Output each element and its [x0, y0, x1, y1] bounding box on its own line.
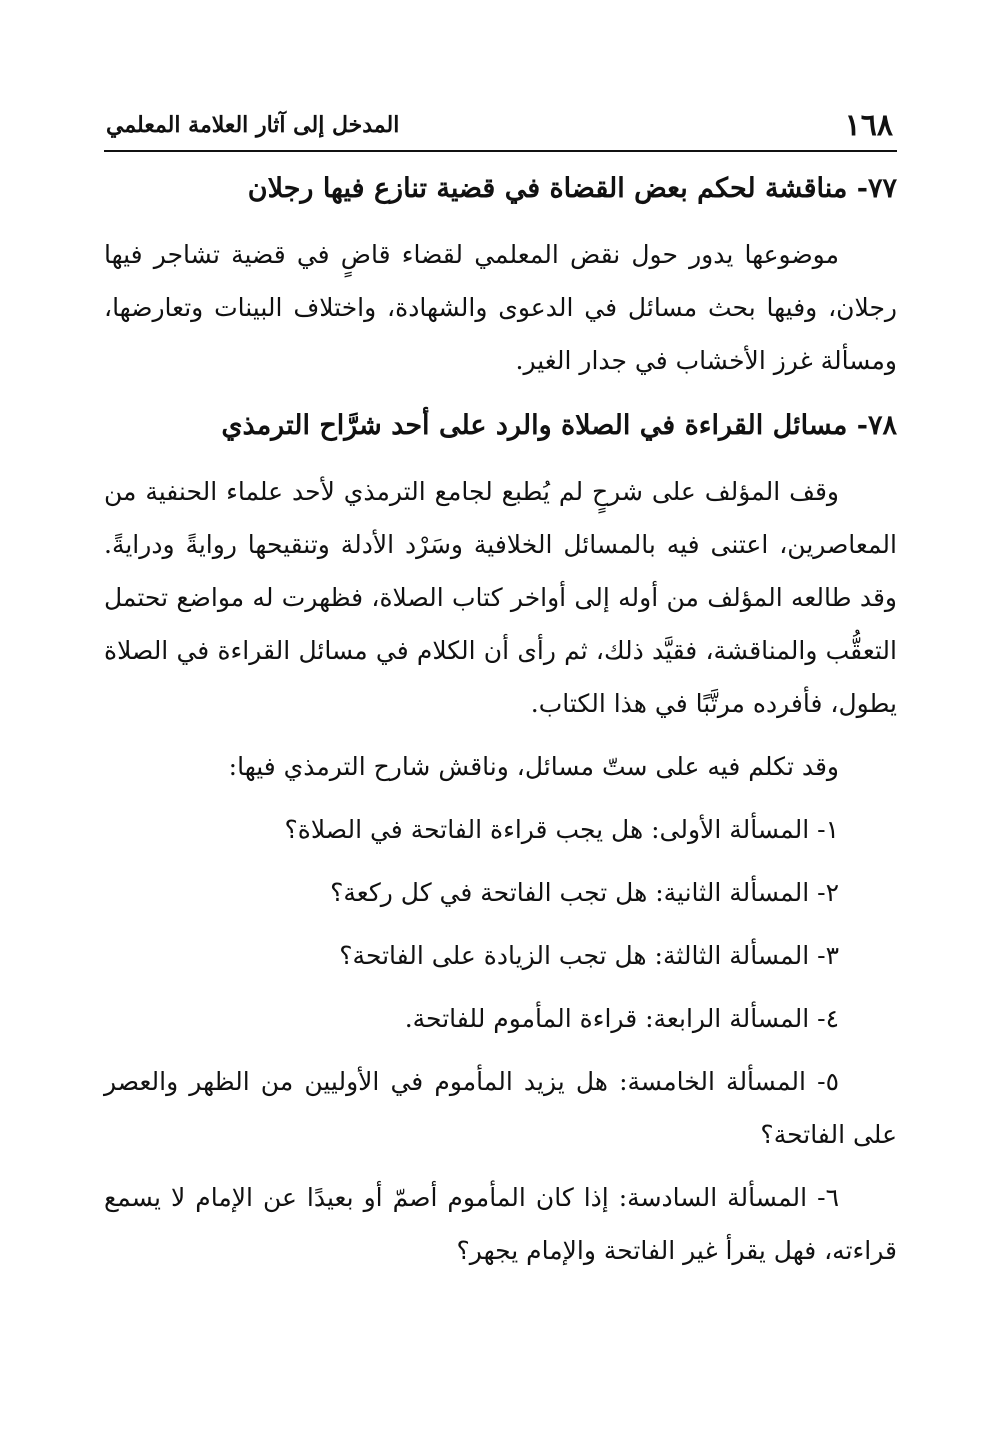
section-78-paragraph-2: وقد تكلم فيه على ستّ مسائل، وناقش شارح الترمذي فيها:: [228, 752, 839, 781]
section-78-paragraph-1: وقف المؤلف على شرحٍ لم يُطبع لجامع الترمذي لأحد علماء الحنفية من المعاصرين، اعتنى فيه بالمسائل الخلافية وسَرْد الأدلة وتنقيحها روايةً ودرايةً. وقد طالعه المؤلف من أوله إلى أواخر كتاب الصلاة، فظهرت له مواضع تحتمل التعقُّب والمناقشة، فقيَّد ذلك، ثم رأى أن الكلام في مسائل القراءة في الصلاة يطول، فأفرده مرتَّبًا في هذا الكتاب.: [104, 477, 897, 718]
section-77-paragraph: موضوعها يدور حول نقض المعلمي لقضاء قاضٍ في قضية تشاجر فيها رجلان، وفيها بحث مسائل في الدعوى والشهادة، واختلاف البينات وتعارضها، ومسألة غرز الأخشاب في جدار الغير.: [104, 240, 897, 375]
list-item-issue-4: ٤- المسألة الرابعة: قراءة المأموم للفاتحة.: [404, 1004, 839, 1033]
book-title: المدخل إلى آثار العلامة المعلمي: [106, 112, 400, 138]
page-content: [104, 160, 897, 1287]
running-header: [104, 104, 897, 152]
section-title-78: ٧٨- مسائل القراءة في الصلاة والرد على أحد شرَّاح الترمذي: [221, 410, 897, 441]
list-item-issue-2: ٢- المسألة الثانية: هل تجب الفاتحة في كل ركعة؟: [330, 878, 839, 907]
list-item-issue-6: ٦- المسألة السادسة: إذا كان المأموم أصمّ أو بعيدًا عن الإمام لا يسمع قراءته، فهل يقرأ غير الفاتحة والإمام يجهر؟: [104, 1183, 897, 1265]
list-item-issue-1: ١- المسألة الأولى: هل يجب قراءة الفاتحة في الصلاة؟: [284, 815, 839, 844]
section-title-77: ٧٧- مناقشة لحكم بعض القضاة في قضية تنازع فيها رجلان: [247, 173, 897, 204]
list-item-issue-3: ٣- المسألة الثالثة: هل تجب الزيادة على الفاتحة؟: [339, 941, 839, 970]
page-number: ١٦٨: [844, 108, 893, 143]
list-item-issue-5: ٥- المسألة الخامسة: هل يزيد المأموم في الأوليين من الظهر والعصر على الفاتحة؟: [104, 1067, 897, 1149]
